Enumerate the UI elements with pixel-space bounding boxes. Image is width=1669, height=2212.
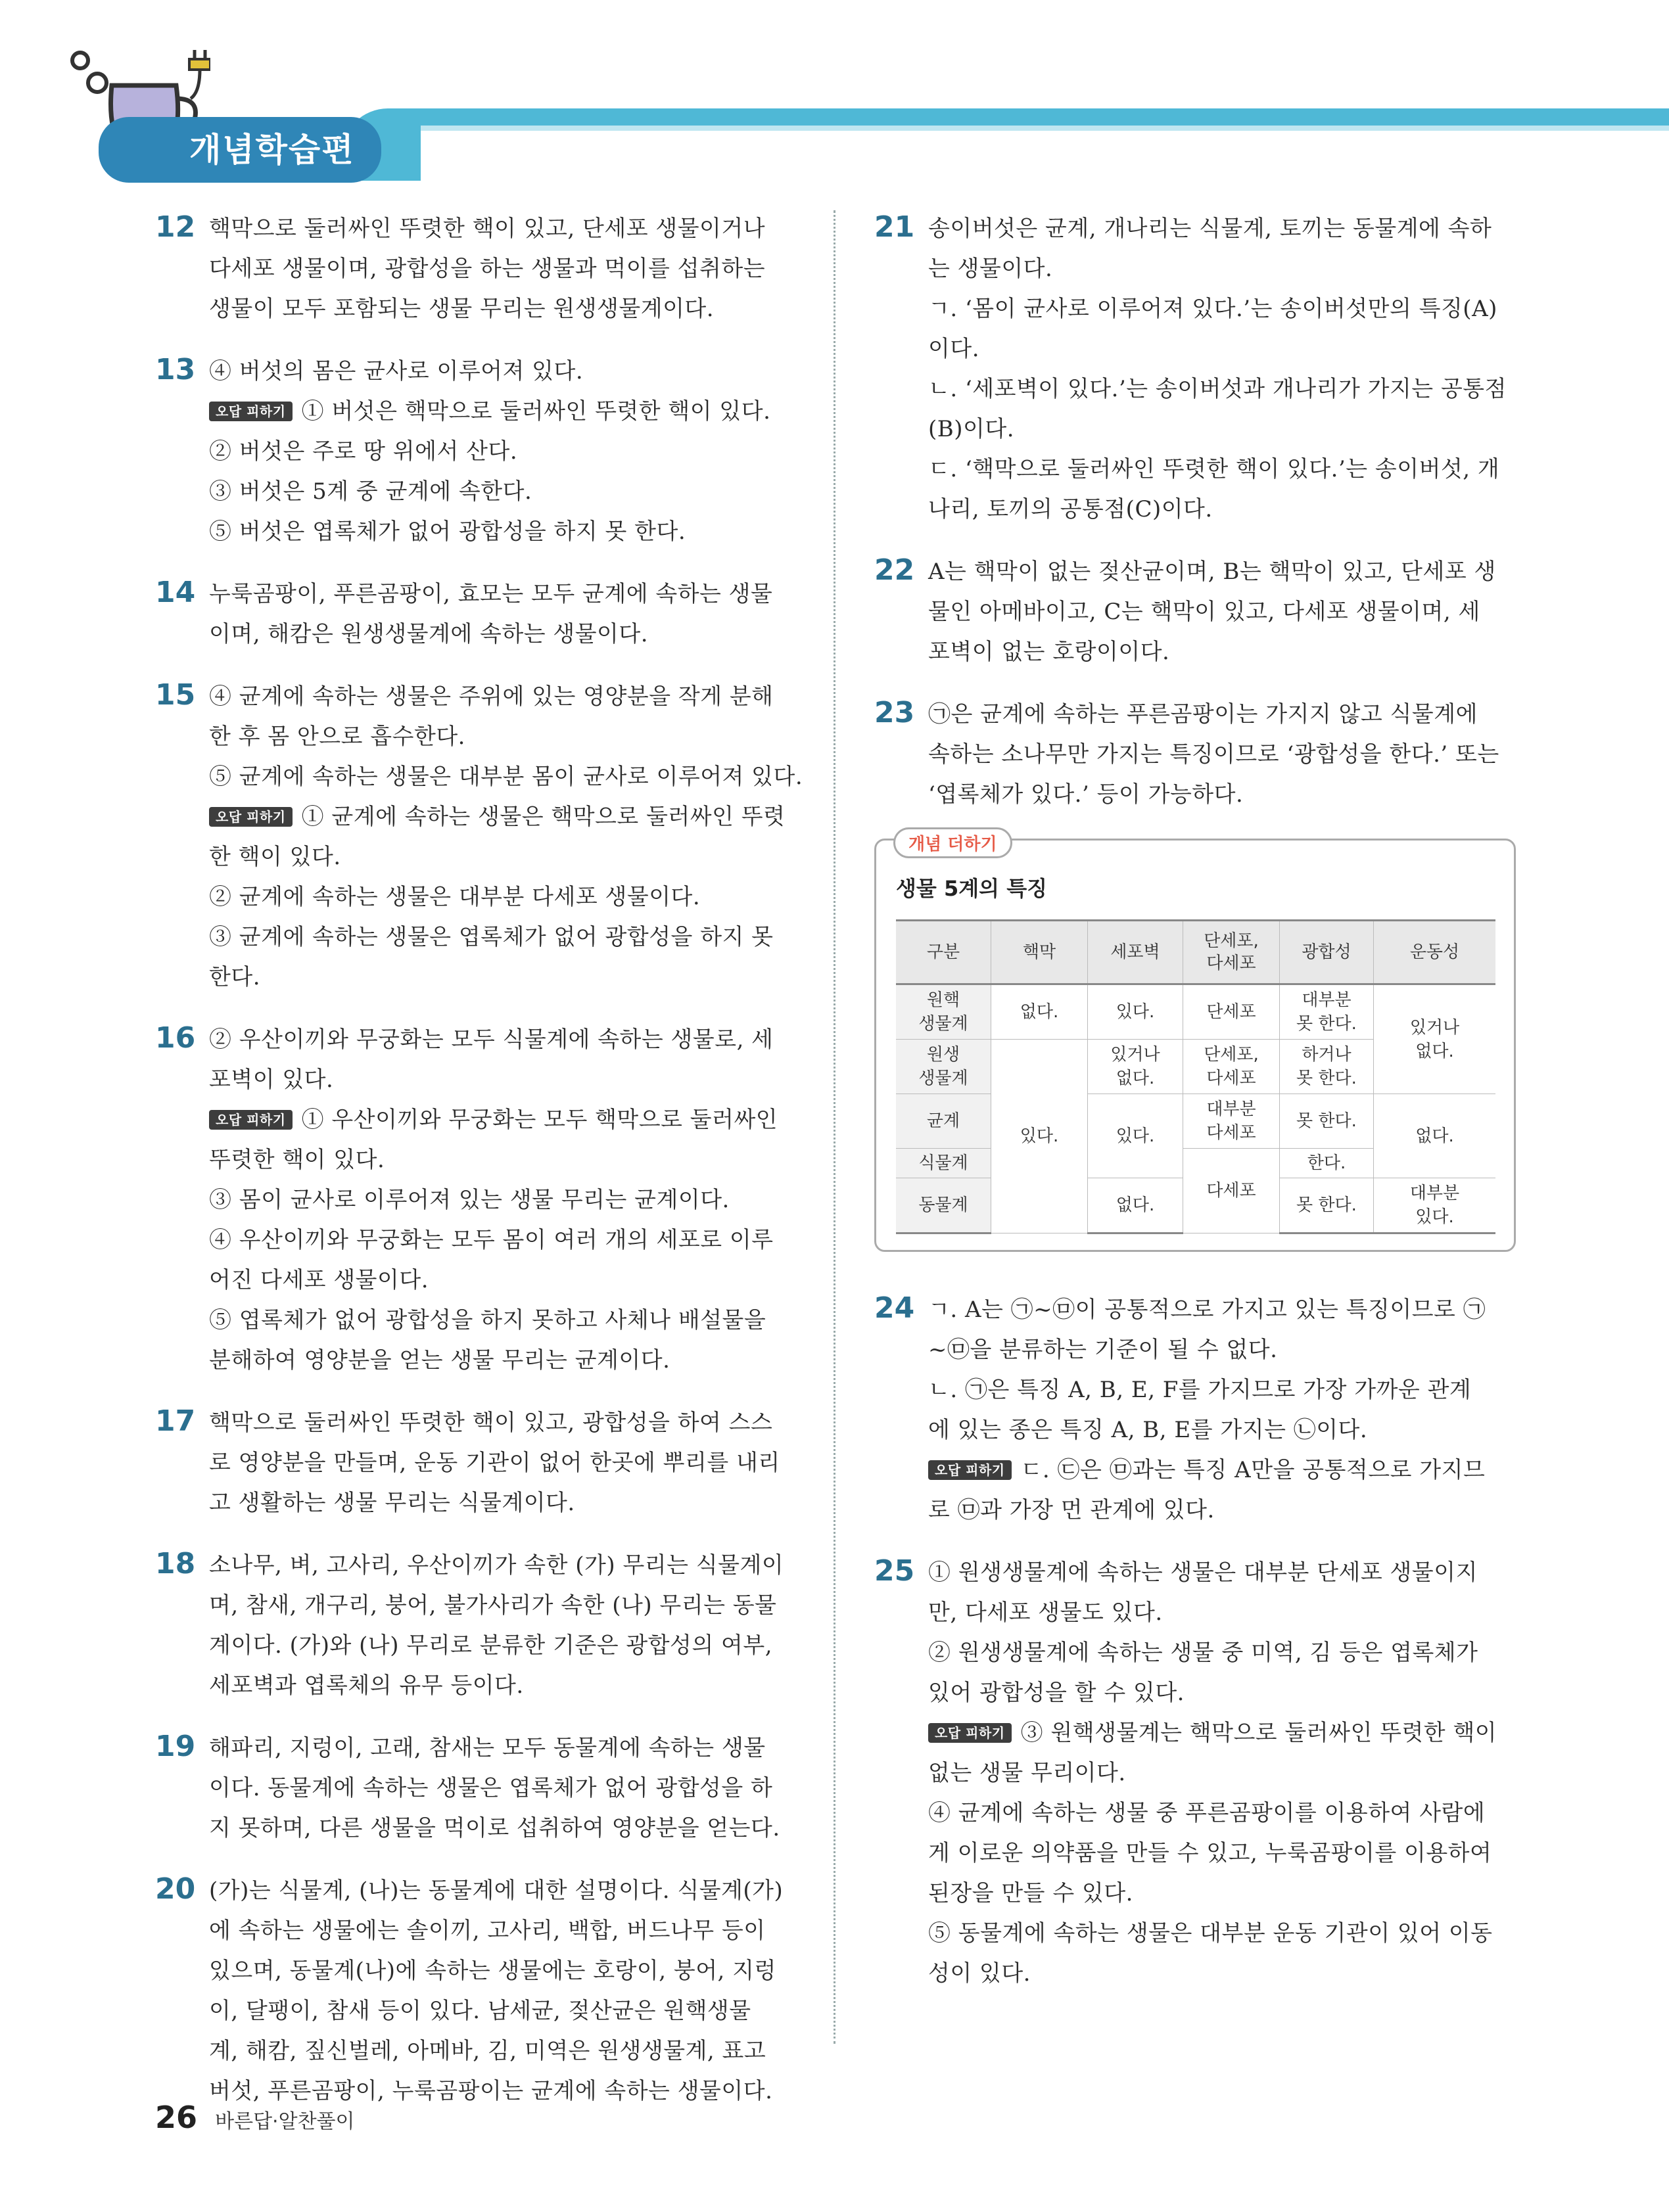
answer-line [928,209,1515,249]
wrong-answer-badge: 오답 피하기 [209,807,293,827]
answer-item [155,1728,799,1849]
answer-text: 포벽이 없는 호랑이이다. [928,639,1170,665]
answer-text: ④ 균계에 속하는 생물은 주위에 있는 영양분을 작게 분해 [209,683,774,710]
answer-text: ㄱ. A는 ㉠~㉤이 공통적으로 가지고 있는 특징이므로 ㉠ [928,1297,1486,1323]
answer-item [874,209,1515,530]
answer-line [928,1593,1515,1633]
answer-text: ② 원생생물계에 속하는 생물 중 미역, 김 등은 엽록체가 [928,1640,1478,1666]
answer-text: 어진 다세포 생물이다. [209,1267,429,1293]
answer-number: 20 [155,1872,196,1906]
answer-text: ⑤ 동물계에 속하는 생물은 대부분 운동 기관이 있어 이동 [928,1920,1493,1947]
answer-line [209,1483,799,1523]
header-tab [158,117,381,183]
answer-text: ③ 원핵생물계는 핵막으로 둘러싸인 뚜렷한 핵이 [1020,1720,1497,1746]
table-cell: 동물계 [896,1178,991,1233]
answer-line [209,2031,799,2071]
answer-text: 된장을 만들 수 있다. [928,1880,1133,1906]
header-tab-label: 개념학습편 [189,131,355,169]
table-header: 핵막 [991,921,1088,984]
answer-line [209,877,799,917]
answer-text: ㄱ. ‘몸이 균사로 이루어져 있다.’는 송이버섯만의 특징(A) [928,296,1497,322]
answer-item [155,1020,799,1381]
answer-text: 한 핵이 있다. [209,844,341,870]
answer-line [928,1753,1515,1793]
answer-line [209,1180,799,1220]
right-items-bottom [874,1290,1515,1994]
answer-line [209,1020,799,1060]
table-cell: 원생 생물계 [896,1040,991,1094]
answer-text: ② 우산이끼와 무궁화는 모두 식물계에 속하는 생물로, 세 [209,1026,774,1053]
answer-line [209,352,799,392]
answer-line [928,1370,1515,1410]
answer-line [209,677,799,717]
answer-line [209,1140,799,1180]
answer-text: 계, 해캄, 짚신벌레, 아메바, 김, 미역은 원생생물계, 표고 [209,2038,766,2064]
answer-number: 24 [874,1291,915,1325]
answer-text: 있어 광합성을 할 수 있다. [928,1680,1185,1706]
answer-text: 지 못하며, 다른 생물을 먹이로 섭취하여 영양분을 얻는다. [209,1815,780,1841]
answer-line [209,249,799,289]
answer-line [209,1403,799,1443]
answer-line [209,1060,799,1100]
answer-line [209,1728,799,1768]
answer-line [928,1874,1515,1914]
answer-text: ② 버섯은 주로 땅 위에서 산다. [209,438,518,465]
answer-text: 한 후 몸 안으로 흡수한다. [209,724,465,750]
table-cell: 대부분 못 한다. [1280,984,1374,1040]
answer-line [209,289,799,329]
answer-text: ⑤ 엽록체가 없어 광합성을 하지 못하고 사체나 배설물을 [209,1307,766,1333]
wrong-answer-badge: 오답 피하기 [209,1110,293,1130]
right-items-top [874,209,1515,815]
answer-text: 성이 있다. [928,1960,1031,1987]
answer-text: ㄴ. ‘세포벽이 있다.’는 송이버섯과 개나리가 가지는 공통점 [928,376,1507,402]
answer-line [209,574,799,614]
table-cell: 못 한다. [1280,1094,1374,1149]
answer-text: ① 균계에 속하는 생물은 핵막으로 둘러싸인 뚜렷 [301,804,786,830]
answer-text: 송이버섯은 균계, 개나리는 식물계, 토끼는 동물계에 속하 [928,216,1492,242]
table-row [896,1094,1495,1149]
table-cell: 식물계 [896,1149,991,1178]
answer-text: 이, 달팽이, 참새 등이 있다. 남세균, 젖산균은 원핵생물 [209,1998,751,2024]
answer-line [209,1220,799,1260]
answer-text: 게 이로운 의약품을 만들 수 있고, 누룩곰팡이를 이용하여 [928,1840,1492,1866]
table-cell: 대부분 다세포 [1183,1094,1280,1149]
answer-line [209,209,799,249]
answer-line [928,1290,1515,1330]
left-column [155,209,803,2134]
answer-text: 분해하여 영양분을 얻는 생물 무리는 균계이다. [209,1347,670,1373]
answer-text: 이다. [928,336,979,362]
answer-text: 계이다. (가)와 (나) 무리로 분류한 기준은 광합성의 여부, [209,1632,773,1659]
answer-line [928,1713,1515,1753]
table-header: 광합성 [1280,921,1374,984]
wrong-answer-badge: 오답 피하기 [928,1723,1012,1743]
table-cell: 없다. [1088,1178,1183,1233]
answer-item [155,1871,799,2111]
answer-item [874,552,1515,672]
table-cell: 있거나 없다. [1088,1040,1183,1094]
answer-line [209,837,799,877]
answer-text: 에 있는 종은 특징 A, B, E를 가지는 ㉡이다. [928,1417,1368,1443]
answer-text: 만, 다세포 생물도 있다. [928,1600,1163,1626]
answer-line [928,1410,1515,1450]
answer-text: ② 균계에 속하는 생물은 대부분 다세포 생물이다. [209,884,701,910]
answer-line [209,957,799,998]
answer-item [155,1546,799,1706]
answer-line [209,1768,799,1809]
answer-text: ㄷ. ㉢은 ㉤과는 특징 A만을 공통적으로 가지므 [1020,1457,1486,1483]
answer-text: ③ 몸이 균사로 이루어져 있는 생물 무리는 균계이다. [209,1187,730,1213]
answer-number: 21 [874,210,915,244]
answer-line [209,1809,799,1849]
table-cell: 한다. [1280,1149,1374,1178]
answer-number: 13 [155,353,196,386]
answer-line [928,449,1515,490]
answer-text: 버섯, 푸른곰팡이, 누룩곰팡이는 균계에 속하는 생물이다. [209,2078,773,2104]
answer-text: 뚜렷한 핵이 있다. [209,1147,385,1173]
answer-text: (가)는 식물계, (나)는 동물계에 대한 설명이다. 식물계(가) [209,1878,784,1904]
answer-line [209,512,799,552]
answer-line [209,1991,799,2031]
table-header: 세포벽 [1088,921,1183,984]
answer-text: 소나무, 벼, 고사리, 우산이끼가 속한 (가) 무리는 식물계이 [209,1552,784,1578]
answer-text: 다세포 생물이며, 광합성을 하는 생물과 먹이를 섭취하는 [209,256,766,282]
answer-line [928,1330,1515,1370]
answer-line [209,1100,799,1140]
answer-text: 세포벽과 엽록체의 유무 등이다. [209,1672,524,1699]
header-bar-shade [394,126,1669,131]
answer-text: 한다. [209,964,260,990]
answer-number: 15 [155,678,196,712]
answer-line [928,592,1515,632]
answer-text: 로 ㉤과 가장 먼 관계에 있다. [928,1497,1215,1523]
answer-text: 핵막으로 둘러싸인 뚜렷한 핵이 있고, 광합성을 하여 스스 [209,1410,773,1436]
answer-number: 23 [874,696,915,729]
answer-text: ③ 버섯은 5계 중 균계에 속한다. [209,478,532,505]
answer-text: ① 원생생물계에 속하는 생물은 대부분 단세포 생물이지 [928,1559,1478,1586]
answer-line [209,472,799,512]
answer-number: 16 [155,1021,196,1055]
answer-number: 19 [155,1730,196,1763]
page-number: 26 [155,2100,198,2135]
answer-line [209,797,799,837]
answer-line [928,329,1515,369]
answer-text: ⑤ 균계에 속하는 생물은 대부분 몸이 균사로 이루어져 있다. [209,764,803,790]
answer-text: 이며, 해캄은 원생생물계에 속하는 생물이다. [209,621,649,647]
answer-text: ‘엽록체가 있다.’ 등이 가능하다. [928,781,1244,808]
concept-box-title: 생물 5계의 특징 [896,876,1048,901]
table-cell: 있다. [991,1040,1088,1233]
answer-line [209,1341,799,1381]
table-cell: 못 한다. [1280,1178,1374,1233]
answer-text: 로 영양분을 만들며, 운동 기관이 없어 한곳에 뿌리를 내리 [209,1450,780,1476]
answer-line [928,1793,1515,1833]
answer-number: 25 [874,1554,915,1588]
table-cell: 단세포, 다세포 [1183,1040,1280,1094]
answer-item [155,1403,799,1523]
answer-line [209,1546,799,1586]
answer-number: 17 [155,1404,196,1438]
five-kingdoms-table [896,919,1495,1234]
answer-line [928,1553,1515,1593]
answer-text: 속하는 소나무만 가지는 특징이므로 ‘광합성을 한다.’ 또는 [928,741,1499,768]
answer-line [928,735,1515,775]
answer-text: ④ 균계에 속하는 생물 중 푸른곰팡이를 이용하여 사람에 [928,1800,1486,1826]
answer-line [928,1450,1515,1490]
answer-text: 없는 생물 무리이다. [928,1760,1126,1786]
table-cell: 없다. [991,984,1088,1040]
answer-line [209,717,799,757]
answer-text: 누룩곰팡이, 푸른곰팡이, 효모는 모두 균계에 속하는 생물 [209,581,773,607]
table-cell: 다세포 [1183,1149,1280,1233]
answer-line [209,1586,799,1626]
answer-line [209,1951,799,1991]
answer-line [928,552,1515,592]
table-header: 구분 [896,921,991,984]
answer-text: 포벽이 있다. [209,1067,334,1093]
table-cell: 균계 [896,1094,991,1149]
answer-text: 고 생활하는 생물 무리는 식물계이다. [209,1490,575,1516]
answer-text: 이다. 동물계에 속하는 생물은 엽록체가 없어 광합성을 하 [209,1775,773,1801]
answer-line [209,917,799,957]
answer-line [928,249,1515,289]
table-cell: 있다. [1088,984,1183,1040]
answer-item [155,209,799,329]
answer-text: A는 핵막이 없는 젖산균이며, B는 핵막이 있고, 단세포 생 [928,559,1496,585]
page-footer [155,2100,355,2135]
answer-line [928,1914,1515,1954]
table-header: 단세포, 다세포 [1183,921,1280,984]
answer-text: ㄴ. ㉠은 특징 A, B, E, F를 가지므로 가장 가까운 관계 [928,1377,1472,1403]
answer-text: ㄷ. ‘핵막으로 둘러싸인 뚜렷한 핵이 있다.’는 송이버섯, 개 [928,456,1500,482]
answer-text: 핵막으로 둘러싸인 뚜렷한 핵이 있고, 단세포 생물이거나 [209,216,766,242]
answer-text: 있으며, 동물계(나)에 속하는 생물에는 호랑이, 붕어, 지렁 [209,1958,776,1984]
answer-text: (B)이다. [928,416,1015,442]
answer-item [155,574,799,655]
answer-number: 18 [155,1547,196,1580]
answer-line [209,392,799,432]
answer-item [874,1553,1515,1994]
answer-line [928,632,1515,672]
table-cell: 단세포 [1183,984,1280,1040]
table-cell: 원핵 생물계 [896,984,991,1040]
answer-item [155,677,803,998]
table-cell: 하거나 못 한다. [1280,1040,1374,1094]
answer-item [155,352,799,552]
answer-line [209,614,799,655]
wrong-answer-badge: 오답 피하기 [209,402,293,421]
answer-line [209,1626,799,1666]
answer-number: 22 [874,553,915,587]
answer-line [928,775,1515,815]
answer-text: ⑤ 버섯은 엽록체가 없어 광합성을 하지 못 한다. [209,518,686,545]
answer-line [209,757,803,797]
answer-line [209,1911,799,1951]
table-cell: 없다. [1374,1094,1496,1178]
answer-line [928,1490,1515,1531]
answer-text: ④ 버섯의 몸은 균사로 이루어져 있다. [209,358,584,384]
table-cell: 있거나 없다. [1374,984,1496,1094]
answer-line [928,1633,1515,1673]
answer-line [209,1871,799,1911]
column-divider [834,210,835,2044]
footer-label: 바른답·알찬풀이 [215,2110,355,2133]
concept-box-tag: 개념 더하기 [893,827,1012,858]
answer-text: 에 속하는 생물에는 솔이끼, 고사리, 백합, 버드나무 등이 [209,1918,766,1944]
answer-line [928,695,1515,735]
answer-line [928,1673,1515,1713]
wrong-answer-badge: 오답 피하기 [928,1460,1012,1480]
answer-number: 12 [155,210,196,244]
answer-number: 14 [155,576,196,609]
table-header-row [896,921,1495,984]
header-bar [394,108,1669,126]
right-column [874,209,1515,2016]
concept-box [874,835,1516,1252]
answer-text: ① 버섯은 핵막으로 둘러싸인 뚜렷한 핵이 있다. [301,398,771,425]
answer-line [928,490,1515,530]
answer-line [209,432,799,472]
answer-text: 물인 아메바이고, C는 핵막이 있고, 다세포 생물이며, 세 [928,599,1480,625]
answer-line [209,1301,799,1341]
answer-text: 며, 참새, 개구리, 붕어, 불가사리가 속한 (나) 무리는 동물 [209,1592,777,1619]
answer-line [209,1443,799,1483]
table-cell: 대부분 있다. [1374,1178,1496,1233]
answer-text: ㉠은 균계에 속하는 푸른곰팡이는 가지지 않고 식물계에 [928,701,1478,727]
answer-text: ① 우산이끼와 무궁화는 모두 핵막으로 둘러싸인 [301,1107,778,1133]
answer-text: 는 생물이다. [928,256,1053,282]
answer-text: ~㉤을 분류하는 기준이 될 수 없다. [928,1337,1278,1363]
answer-text: 생물이 모두 포함되는 생물 무리는 원생생물계이다. [209,296,715,322]
table-cell: 있다. [1088,1094,1183,1178]
answer-item [874,695,1515,815]
table-header: 운동성 [1374,921,1496,984]
answer-line [928,369,1515,409]
answer-line [928,409,1515,449]
answer-text: 나리, 토끼의 공통점(C)이다. [928,496,1213,522]
answer-line [928,1833,1515,1874]
table-row [896,984,1495,1040]
answer-text: ④ 우산이끼와 무궁화는 모두 몸이 여러 개의 세포로 이루 [209,1227,774,1253]
answer-line [209,1260,799,1301]
answer-text: 해파리, 지렁이, 고래, 참새는 모두 동물계에 속하는 생물 [209,1735,766,1761]
answer-item [874,1290,1515,1531]
answer-line [928,289,1515,329]
answer-line [209,1666,799,1706]
answer-line [928,1954,1515,1994]
answer-text: ③ 균계에 속하는 생물은 엽록체가 없어 광합성을 하지 못 [209,924,774,950]
